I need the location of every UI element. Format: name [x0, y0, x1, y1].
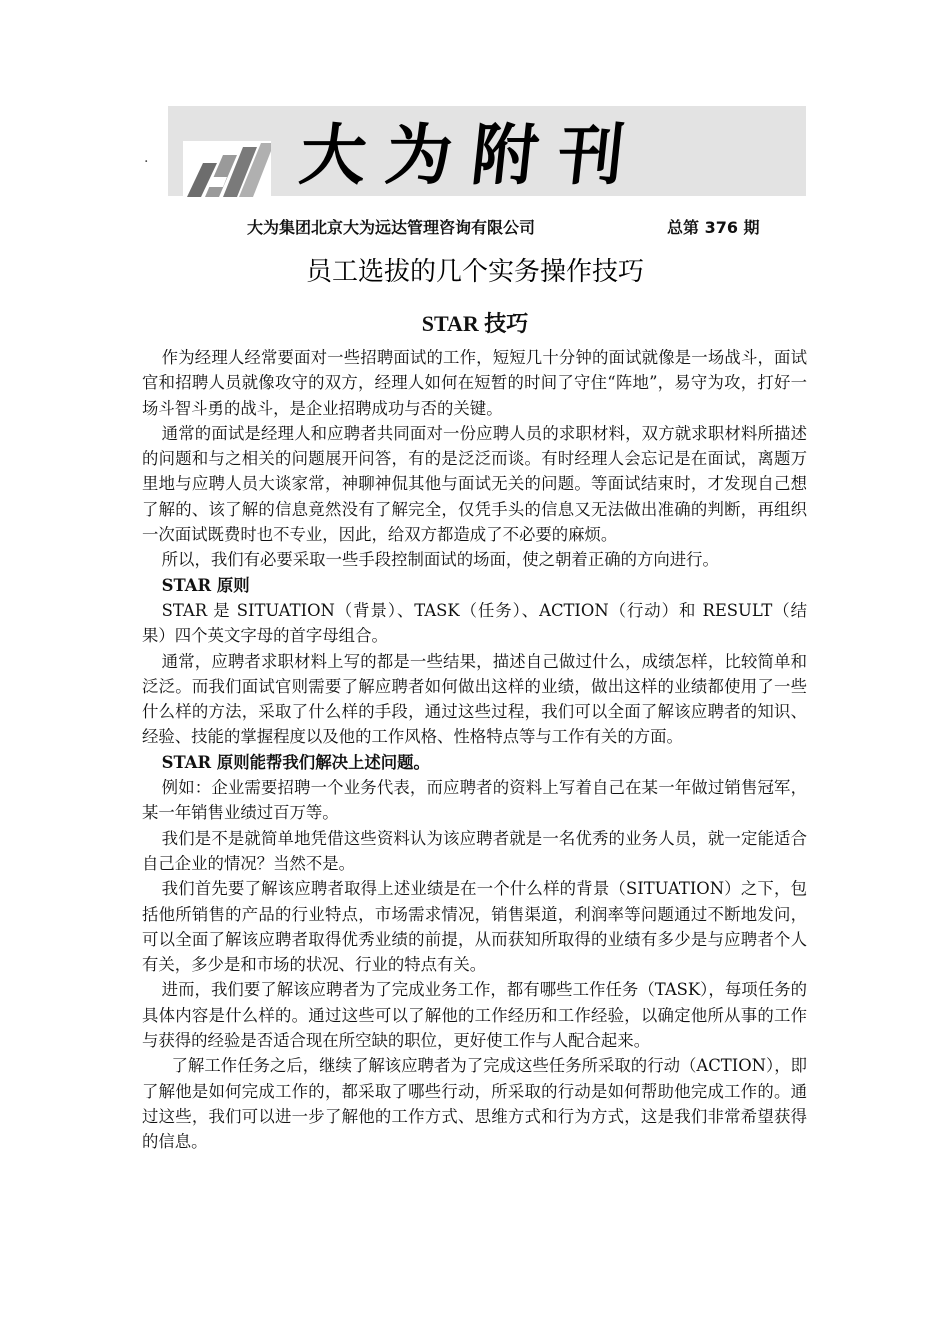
- masthead-title: 大为附刊: [296, 117, 649, 194]
- paragraph: 我们首先要了解该应聘者取得上述业绩是在一个什么样的背景（SITUATION）之下，包括他所销售的产品的行业特点，市场需求情况，销售渠道，利润率等问题通过不断地发问，可以全面了解该应聘者取得优秀业绩的前提，从而获知所取得的业绩有多少是与应聘者个人有关，多少是和市场的状况、行业的特点有关。: [142, 879, 807, 975]
- paragraph: 例如：企业需要招聘一个业务代表，而应聘者的资料上写着自己在某一年做过销售冠军，某一年销售业绩过百万等。: [142, 778, 807, 823]
- paragraph: 了解工作任务之后，继续了解该应聘者为了完成这些任务所采取的行动（ACTION），即了解他是如何完成工作的，都采取了哪些行动，所采取的行动是如何帮助他完成工作的。通过这些，我们可以进一步了解他的工作方式、思维方式和行为方式，这是我们非常希望获得的信息。: [142, 1056, 807, 1152]
- section-heading: STAR 原则能帮我们解决上述问题。: [161, 752, 430, 772]
- article-title: 员工选拔的几个实务操作技巧: [305, 257, 644, 287]
- issue-number: 总第 376 期: [667, 218, 760, 237]
- paragraph: 通常的面试是经理人和应聘者共同面对一份应聘人员的求职材料，双方就求职材料所描述的问题和与之相关的问题展开问答，有的是泛泛而谈。有时经理人会忘记是在面试，离题万里地与应聘人员大谈家常，神聊神侃其他与面试无关的问题。等面试结束时，才发现自己想了解的、该了解的信息竟然没有了解完全，仅凭手头的信息又无法做出准确的判断，再组织一次面试既费时也不专业，因此，给双方都造成了不必要的麻烦。: [142, 423, 807, 545]
- company-logo: [183, 141, 271, 199]
- article-subtitle: STAR 技巧: [421, 311, 529, 336]
- article-body: [142, 345, 807, 1155]
- paragraph: STAR 是 SITUATION（背景）、TASK（任务）、ACTION（行动）和 RESULT（结果）四个英文字母的首字母组合。: [142, 600, 807, 646]
- stray-dot: .: [144, 150, 149, 166]
- paragraph: 所以，我们有必要采取一些手段控制面试的场面，使之朝着正确的方向进行。: [161, 550, 719, 570]
- paragraph: 我们是不是就简单地凭借这些资料认为该应聘者就是一名优秀的业务人员，就一定能适合自己企业的情况？当然不是。: [142, 828, 807, 873]
- paragraph: 作为经理人经常要面对一些招聘面试的工作，短短几十分钟的面试就像是一场战斗，面试官和招聘人员就像攻守的双方，经理人如何在短暂的时间了守住“阵地”，易守为攻，打好一场斗智斗勇的战斗，是企业招聘成功与否的关键。: [142, 348, 807, 418]
- paragraph: 通常，应聘者求职材料上写的都是一些结果，描述自己做过什么，成绩怎样，比较简单和泛泛。而我们面试官则需要了解应聘者如何做出这样的业绩，做出这样的业绩都使用了一些什么样的方法，采取了什么样的手段，通过这些过程，我们可以全面了解该应聘者的知识、经验、技能的掌握程度以及他的工作风格、性格特点等与工作有关的方面。: [142, 651, 807, 747]
- section-heading: STAR 原则: [161, 575, 250, 595]
- publisher-line: [247, 216, 807, 242]
- company-name: 大为集团北京大为远达管理咨询有限公司: [247, 218, 536, 237]
- paragraph: 进而，我们要了解该应聘者为了完成业务工作，都有哪些工作任务（TASK），每项任务的具体内容是什么样的。通过这些可以了解他的工作经历和工作经验，以确定他所从事的工作与获得的经验是否适合现在所空缺的职位，更好使工作与人配合起来。: [142, 980, 807, 1051]
